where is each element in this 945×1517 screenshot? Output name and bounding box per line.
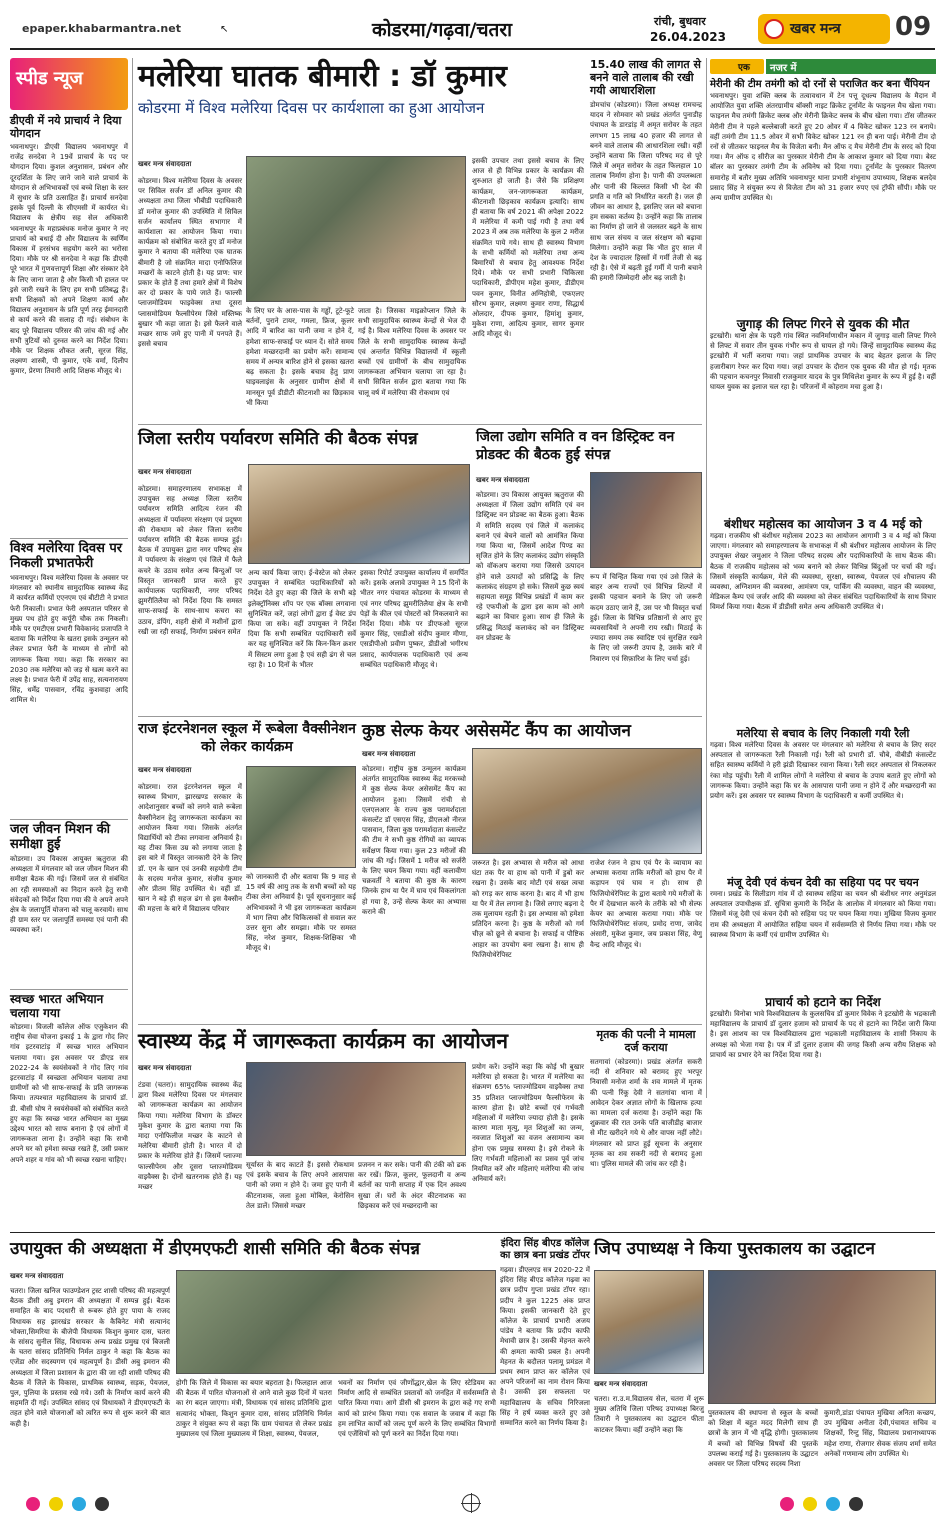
story-column: कोडरमा। समाहरणालय सभाकक्ष में उपायुक्त सह अध्यक्ष जिला स्तरीय पर्यावरण समिति आदित्य रंजन की अध्यक्षता में पर्यावरण संरक्षण एवं प्रदूषण की रोकथाम को लेकर जिला स्तरीय पर्यावरण समिति की बैठक सम्पन्न हुई। बैठक में उपायुक्त द्वारा नगर परिषद क्षेत्र में पर्यावरण के संरक्षण एवं जिले में फैले कचरे के उठाव समेत अन्य बिन्दुओं पर विस्तृत जानकारी प्राप्त करते हुए कार्यपालक पदाधिकारी, नगर परिषद झुमरीतिलैया को निर्देश दिया कि समस्त साफ-सफाई के साथ-साथ कचरा का उठाव, डंपिंग, शहरी क्षेत्रों में मशीनों द्वारा रखी जा रही सफाई, निर्माण प्रबंधन समेत — [138, 485, 242, 636]
health-story — [138, 1028, 584, 1228]
speed-news-item — [10, 822, 128, 987]
cursor-icon: ↖ — [220, 24, 229, 35]
speed-news-headline: डीएवी में नये प्राचार्य ने दिया योगदान — [10, 114, 122, 140]
city-day: रांची, बुधवार — [654, 15, 706, 28]
color-dot-icon — [803, 1497, 817, 1511]
story-photo — [246, 156, 466, 302]
story-column: गढ़वा। डीएलएड सत्र 2020-22 में इंदिरा सिंह बीएड कॉलेज गढ़वा का छात्र प्रदीप गुप्ता प्रखंड टॉपर रहा। प्रदीप ने कुल 1225 अंक प्राप्त किया। इसकी जानकारी देते हुए कॉलेज के प्राचार्य प्रभारी अजय पांडेय ने बताया कि प्रदीप काफी मेधावी छात्र है। उसकी मेहनत करने की क्षमता काफी प्रबल है। अपनी मेहनत के बदौलत पलामू प्रमंडल में प्रथम स्थान प्राप्त कर कॉलेज एवं अपने परिजनों का नाम रोशन किया है। उसकी इस सफलता पर महाविद्यालय के सचिव निरिजला सिंह ने हर्ष व्यक्त करते हुए उसे सम्मानित करने का निर्णय किया है। — [500, 1266, 590, 1428]
story-column: इसका रिपोर्ट उपायुक्त कार्यालय में समर्पित करें। इसके अलावे उपायुक्त ने 15 दिनों के भीतर नगर पंचायत कोडरमा के माध्यम से एवं नगर परिषद झुमरीतिलैया क्षेत्र के सभी पेड़ों के कील एवं पोस्टरों को निकलवाने का निर्देश दिया। मौके पर डीएफओ सूरज कुमार सिंह, एसडीओ संदीप कुमार मीणा, एसडीपीओ प्रवीण पुष्कर, डीडीओ भगीरथ प्रसाद, कार्यपालक पदाधिकारी एवं अन्य सम्बंधित पदाधिकारी मौजूद थे। — [360, 569, 468, 669]
byline: खबर मन्त्र संवाददाता — [594, 1380, 648, 1388]
brand-circle-icon — [764, 19, 784, 39]
nazar-header — [710, 58, 936, 76]
nazar-item — [710, 876, 936, 993]
story-photo — [594, 1270, 704, 1374]
masthead — [0, 0, 945, 52]
speed-news-body: भवनाथपुर। विश्व मलेरिया दिवस के अवसर पर मंगलवार को स्थानीय सामुदायिक स्वास्थ्य केंद्र में कार्यरत कर्मियों एएनएम एवं बीटीटी ने प्रभात फेरी निकाली। प्रभात फेरी अस्पताल परिसर से मुख्य पथ होते हुए कर्पूरी चौक तक निकली। मौके पर एमटीएस प्रभारी विवेकानंद प्रजापति ने बताया कि मलेरिया के खतरा इसके उन्मूलन को लेकर प्रभात फेरी के माध्यम से लोगों को जागरूक किया गया। कहा कि सरकार का 2030 तक मलेरिया को जड़ से खत्म करने का लक्ष्य है। प्रभात फेरी में उपेंद्र साह, सत्यनारायण सिंह, धर्मेंद्र पासवान, रविंद्र कुशवाहा आदि शामिल थे। — [10, 574, 129, 705]
color-dot-icon — [26, 1497, 40, 1511]
nazar-body: गढ़वा। राजकीय श्री बंशीधर महोत्सव 2023 का आयोजन आगामी 3 व 4 मई को किया जाएगा। मंगलवार को समाहरणालय के सभाकक्ष में श्री बंशीधर महोत्सव आयोजन के लिए उपायुक्त शेखर जमुआर ने जिला परिषद सदस्य और पदाधिकारियों के साथ बैठक की। बैठक में राजकीय महोत्सव को भव्य बनाने को लेकर विभिन्न बिंदुओं पर चर्चा की गई। जिसमें संस्कृति कार्यक्रम, मेले की व्यवस्था, सुरक्षा, स्वास्थ्य, पेयजल एवं शौचालय की व्यवस्था, अग्निशमन की व्यवस्था, आमंत्रण पत्र, पार्किंग की व्यवस्था, वाहन की व्यवस्था, मेडिकल कैम्प एवं जर्जर आदि की व्यवस्था को लेकर संबंधित पदाधिकारियों के साथ विचार विमर्श किया गया। बैठक में डीडीसी समेत अन्य अधिकारी उपस्थित थे। — [710, 532, 936, 612]
nazar-headline: मंजू देवी एवं कंचन देवी का सहिया पद पर चयन — [727, 876, 919, 889]
byline: खबर मन्त्र संवाददाता — [10, 1272, 64, 1280]
byline: खबर मन्त्र संवाददाता — [138, 160, 192, 168]
color-dot-icon — [780, 1497, 794, 1511]
story-column: के लिए घर के आस-पास के गड्ढों, टूटे-फूटे बर्तनों, पुराने टायर, गमला, फ्रिज, कूलर आदि में बारिश का पानी जमा न होने दें, हमेशा साफ-सफाई पर ध्यान दें। सोते समय हमेशा मच्छरदानी का प्रयोग करें। सामान्य समय में अन्यत्र बारिश होने से इसका खतरा बढ़ सकता है। इसके बचाव हेतु प्राण घाइवलाइंस के अनुसार ग्रामीण क्षेत्रों में मानसून पूर्व डीडीटी कीटनाशी का छिड़काव भी किया — [246, 307, 354, 407]
nazar-column — [710, 58, 936, 1098]
speed-news-headline: स्वच्छ भारत अभियान चलाया गया — [10, 992, 104, 1020]
story-photo — [246, 1062, 466, 1156]
story-column: को जानकारी दी और बताया कि 9 माह से 15 वर्ष की आयु तक के सभी बच्चों को यह टीका लेना अनिवार्य है। पूर्व सूचनानुसार कई अभिभावकों ने भी इस जागरूकता कार्यक्रम में भाग लिया और चिकित्सकों से सवाल कर उत्तर सुना और समझा। मौके पर समस्त सिंह, नरेश कुमार, शिक्षक-शिक्षिका भी मौजूद थे। — [246, 873, 356, 953]
speed-news-logo — [10, 58, 128, 110]
speed-news-body: कोडरमा। विजली कॉलेज ऑफ एजुकेशन की राष्ट्रीय सेवा योजना इकाई 1 के द्वारा गोद लिए गांव इटरवाटांड़ में स्वच्छ भारत अभियान चलाया गया। इस अवसर पर डीएड सत्र 2022-24 के स्वयंसेवकों ने गोद लिए गांव इटरवाटांड़ में स्वच्छता अभियान चलाया तथा ग्रामीणों को भी साफ-सफाई के प्रति जागरूक किया। तत्पश्चात महाविद्यालय के प्राचार्य डॉ. डी. बीसी घोष ने स्वयंसेवकों को संबोधित करते हुए कहा कि स्वच्छ भारत अभियान का मुख्य उद्देश्य भारत को साफ बनाना है एवं लोगों में जागरूकता लाना है। उन्होंने कहा कि सभी अपने घर को हमेशा स्वच्छ रखते हैं, उसी प्रकार अपने शहर व गांव को भी स्वच्छ रखना चाहिए। — [10, 1023, 128, 1164]
nazar-headline: मेरीनी की टीम तमंगी को दो रनों से पराजित कर बना चैंपियन — [710, 79, 930, 90]
story-photo — [590, 472, 702, 568]
story-column: टंडवा (चतरा)। सामुदायिक स्वास्थ्य केंद्र द्वारा विश्व मलेरिया दिवस पर मंगलवार को जागरूकता कार्यक्रम का आयोजन किया गया। मलेरिया विभाग के डॉक्टर मुकेश कुमार के द्वारा बताया गया कि मादा एनोफिलीज मच्छर के काटने से मलेरिया बीमारी होती है। भारत में दो प्रकार के मलेरिया होते हैं। जिसमें प्लाज्मा फाल्सीपेरम और दूसरा प्लाज्मोडियम वाइवैक्स है। दोनों खतरनाक होते हैं। यह मच्छर — [138, 1081, 242, 1192]
footer-color-marks-left — [26, 1496, 176, 1512]
nazar-headline: प्राचार्य को हटाने का निर्देश — [765, 995, 881, 1009]
husband-story — [590, 1028, 702, 1228]
color-dot-icon — [95, 1497, 109, 1511]
story-headline: कुष्ठ सेल्फ केयर असेसमेंट कैंप का आयोजन — [362, 721, 631, 741]
story-column: भवनों का निर्माण एवं जीर्णोद्धार,खेल के लिए स्टेडियम का निर्माण आदि से सम्बंधित प्रस्तावों को जनहित में सर्वसम्मति से पारित किया गया। आगे डीसी श्री इमरान के द्वारा कहे गए सभी कार्य को प्रारंभ किया गया। एक सवाल के जवाब में कहा कि हम लाभित कार्यों को जल्द पूर्ण करने के लिए सम्बंधित विभागों एवं एजेंसियों को पूर्ण करने का निर्देश दिया गया। — [338, 1379, 496, 1439]
nazar-item — [710, 727, 936, 874]
speed-news-logo-text: स्पीड न्यूज — [16, 68, 83, 89]
story-column: प्रयोग करें। उन्होंने कहा कि कोई भी बुखार मलेरिया हो सकता है। भारत में मलेरिया का संक्रमण 65% प्लाज्मोडियम वाइवैक्स तथा 35 प्रतिशत प्लाज्मोडियम फैल्सीफेरम के कारण होता है। छोटे बच्चों एवं गर्भवती महिलाओं में मलेरिया ज्यादा होती है। इसके कारण माता मृत्यु, मृत शिशुओं का जन्म, नवजात शिशुओं का वजन असामान्य कम होना एक प्रमुख समस्या है। इसे रोकने के लिए गर्भवती महिलाओं का प्रसव पूर्व जांच नियमित करें और महिलाएं मलेरिया की जांच अनिवार्य करें। — [472, 1063, 584, 1184]
speed-news-item — [10, 541, 128, 817]
main-story — [138, 58, 584, 420]
story-headline: 15.40 लाख की लागत से बनने वाले तालाब की रखी गयी आधारशिला — [590, 58, 701, 97]
story-photo — [708, 1270, 936, 1404]
lake-story — [590, 58, 702, 430]
brand-logo — [758, 14, 890, 44]
page-number: 09 — [895, 12, 932, 42]
speed-news-body: भवनाथपुर। डीएवी विद्यालय भवनाथपुर में राजेंद्र सनदेवा ने 19वें प्राचार्य के पद पर योगदान दिया। कुशल अनुशासन, प्रबंधन और दूरदर्शिता के लिए जाने जाने वाले प्राचार्य के योगदान से अभिभावकों एवं बच्चे शिक्षा के स्तर में सुधार के प्रति उत्साहित हैं। प्राचार्य सनदेवा इसके पूर्व दिल्ली के सीएमसी में कार्यरत थे। विद्यालय के क्षेत्रीय सह सेल अधिकारी भवनाथपुर के महाप्रबंधक मनोज कुमार ने नए प्राचार्य को बधाई दी और विद्यालय के स्वर्णिम विकास में हरसंभव सहयोग करने का भरोसा दिया। मौके पर श्री सनदेवा ने कहा कि डीएवी पूरे भारत में गुणवत्तापूर्ण शिक्षा और संस्कार देने के लिए जाना जाता है और किसी भी हालत पर इसे जारी रखने के लिए हम सभी प्रतिबद्ध हैं। सभी शिक्षकों को अपने शिक्षण कार्य और विद्यालय अनुशासन के प्रति पूर्ण तरह ईमानदारी से कार्य करने की सलाह दी गई। संबोधन के बाद पूरे विद्यालय परिसर की जांच की गई और सभी त्रुटियों को दुरुस्त करने का निर्देश दिया। मौके पर शिक्षक शौकत अली, सूरज सिंह, लक्ष्मण शास्त्री, पी कुमार, एके वर्मा, दिलीप कुमार, प्रेरणा तिवारी आदि शिक्षक मौजूद थे। — [10, 143, 128, 376]
dmft-story — [10, 1238, 496, 1486]
story-column: होगी कि जिले में विकास का बयार बहराता है। फिलहाल आज की बैठक में पारित योजनाओं से आने वाले कुछ दिनों में चतरा का रंग बदल जाएगा। मंत्री, विधायक एवं सांसद प्रतिनिधि द्वारा सत्यानंद भोक्ता, किशुन कुमार दास, सांसद प्रतिनिधि निर्मल ठाकुर ने संयुक्त रूप से कहा कि ग्राम पंचायत से लेकर प्रखंड मुख्यालय एवं जिला मुख्यालय में शिक्षा, स्वास्थ्य, पेयजल, — [176, 1379, 332, 1439]
story-headline: जिला स्तरीय पर्यावरण समिति की बैठक संपन्न — [138, 429, 418, 449]
story-column: कोडरमा। विश्व मलेरिया दिवस के अवसर पर सिविल सर्जन डॉ अनिल कुमार की अध्यक्षता तथा जिला भीबीडी पदाधिकारी डॉ मनोज कुमार की उपस्थिति में सिविल सर्जन कार्यालय स्थित सभागार में कार्यशाला का आयोजन किया गया। कार्यक्रम को संबोधित करते हुए डॉ मनोज कुमार ने बताया की मलेरिया एक घातक बीमारी है जो संक्रमित मादा एनोफिलिज मच्छरों के काटने होती है। यह प्राण: चार प्रकार के होते हैं तथा हमारे क्षेत्रों में विशेष कर दो प्रकार के पाये जाते हैं। फाल्सी प्लाजमोडियम फाइवेक्स तथा दूसरा प्लासमोडियम फैल्सीपेरम जिसे मस्तिष्क बुखार भी कहा जाता है। इसे फैलने वाले मच्छर साफ जमे हुए पानी में पनपते हैं। इससे बचाव — [138, 177, 242, 349]
nazar-headline: जुगाड़ की लिफ्ट गिरने से युवक की मौत — [736, 317, 910, 331]
industry-story — [476, 428, 702, 714]
byline: खबर मन्त्र संवाददाता — [138, 468, 192, 476]
story-photo — [176, 1270, 496, 1374]
divider — [10, 1232, 935, 1233]
color-dot-icon — [72, 1497, 86, 1511]
speed-news-headline: विश्व मलेरिया दिवस पर निकली प्रभातफेरी — [10, 541, 123, 571]
masthead-rule — [10, 48, 935, 50]
byline: खबर मन्त्र संवाददाता — [362, 750, 416, 758]
column-divider — [706, 58, 707, 1098]
story-headline: स्वास्थ्य केंद्र में जागरूकता कार्यक्रम का आयोजन — [138, 1029, 509, 1053]
divider — [138, 424, 702, 425]
story-photo — [246, 766, 356, 868]
byline: खबर मन्त्र संवाददाता — [138, 766, 192, 774]
rubella-story — [138, 720, 356, 1020]
main-headline: मलेरिया घातक बीमारी : डॉ कुमार — [138, 59, 507, 94]
color-dot-icon — [849, 1497, 863, 1511]
nazar-item — [710, 995, 936, 1089]
story-column: सतगावां (कोडरमा)। प्रखंड अंतर्गत सकरी नदी से शनिवार को बरामद हुए भरपूर निवासी मनोज शर्मा के शव मामले में मृतक की पत्नी रिंकू देवी ने सतगांवा थाना में आवेदन देकर अज्ञात लोगों के खिलाफ हत्या का मामला दर्ज कराया है। उन्होंने कहा कि शुक्रवार की रात उनके पति बाजीडीह बाजार से मीट खरीदने गये थे और वापस नहीं लौटे। मंगलवार को प्राप्त हुई सूचना के अनुसार मृतक का शव सकरी नदी से बरामद हुआ था। पुलिस मामले की जांच कर रही है। — [590, 1058, 702, 1169]
story-column: चतरा। जिला खनिज फाउण्डेशन ट्रस्ट शासी परिषद की महत्वपूर्ण बैठक डीसी अबु इमरान की अध्यक्षता में सम्पन्न हुई। बैठक समाहित के बाद पदधारी से रूबरू होते हुए पाया के राजद विधायक सह झारखंड सरकार के कैबिनेट मंत्री सत्यानंद भोक्ता,सिमरिया के बीजेपी विधायक किशुन कुमार दास, चतरा के सांसद सुनील सिंह, विधायक अन्य प्रखंड प्रमुख एवं बिजली के चतरा सांसद प्रतिनिधि निर्मल ठाकुर ने कहा कि बैठक का एजेंडा और सदस्यगण एवं महत्वपूर्ण है। डीसी अबु इमरान की अध्यक्षता में जिला प्रशासन के द्वारा की जा रही शासी परिषद की बैठक में जिले के विकास, प्राथमिक स्वास्थ्य, सड़क, पेयजल, पुल, पुलिया के प्रस्ताव रखे गये। उसी के निर्माण कार्य करने की सहमति दी गई। उपस्थित सांसद एवं विधायकों ने डीएमएफटी के तहत होने वाले योजनाओं को त्वरित रूप से शुरू करने की बात कही है। — [10, 1287, 170, 1428]
column-divider — [132, 58, 133, 1098]
byline: खबर मन्त्र संवाददाता — [138, 1064, 192, 1072]
speed-news-column — [10, 58, 129, 1164]
nazar-body: इटखोरी। विनोबा भावे विश्वविद्यालय के कुलसचिव डॉ कुमार विवेक ने इटखोरी के भद्रकाली महाविद्यालय के प्राचार्य डॉ दुलार हजाम को प्राचार्य के पद से हटाने का निर्देश जारी किया है। इस आशय का पत्र विश्वविद्यालय द्वारा भद्रकाली महाविद्यालय के शासी निकाय के अध्यक्ष को भेजा गया है। पत्र में डॉ दुलार हजाम की जगह किसी अन्य वरीय शिक्षक को प्राचार्य का प्रभार देने का निर्देश दिया गया है। — [710, 1010, 936, 1059]
library-story — [594, 1238, 936, 1486]
main-subheadline: कोडरमा में विश्व मलेरिया दिवस पर कार्यशाला का हुआ आयोजन — [138, 99, 485, 117]
story-photo — [248, 464, 470, 564]
footer-color-marks-right — [780, 1496, 930, 1512]
story-column: सूर्यास्त के बाद काटते हैं। इससे रोकथाम एवं इसके बचाव के लिए अपने आसपास पानी को जमा न होने दें। जमा हुए पानी में कीटनाशक, जला हुआ मोबिल, केरोसिन तेल डालें। जिससे मच्छर — [246, 1161, 354, 1210]
story-headline: इंदिरा सिंह बीएड कॉलेज का छात्र बना प्रखंड टॉपर — [500, 1238, 590, 1261]
story-photo — [472, 748, 702, 854]
indira-story — [500, 1238, 590, 1486]
story-column: कोडरमा। उप विकास आयुक्त ऋतुराज की अध्यक्षता में जिला उद्योग समिति एवं वन डिस्ट्रिक्ट वन प्रोडक्ट का बैठक हुआ। बैठक में समिति सदस्य एवं जिले में कलाकंद बनाने एवं बेचने वालों को आमंत्रित किया गया किया था, जिसमें आदेश पिण्ड का सृजित होने के लिए कलाकंद उद्योग संस्कृति को वॉकअप कराया गया जिससे उत्पादन होने वाले उत्पादों को प्रसिद्धि के लिए कलाकंद संग्रहण हो सके। जिसमें कुछ स्वयं सहायता समूह विभिन्न प्रखंडों में काम कर रहे एफपीओ के द्वारा इस काम को आगे बढ़ाने का विचार हुआ। साथ ही जिले के प्रसिद्ध मिठाई कलाकंद को वन डिस्ट्रिक्ट वन प्रोडक्ट के — [476, 491, 584, 642]
color-dot-icon — [49, 1497, 63, 1511]
divider — [10, 989, 128, 990]
section-title: कोडरमा/गढ़वा/चतरा — [372, 19, 513, 41]
nazar-item — [710, 517, 936, 725]
story-column: राजेश रंजन ने हाथ एवं पैर के व्यायाम का अभ्यास कराया ताकि मरीजों को हाथ पैर में कड़ापन एवं घाव न हो। साथ ही फिजियोथेरेपिस्ट के द्वारा बताये गये मरीजों के पैर में देखभाल करने के तरीके को भी सेल्फ केयर का अभ्यास कराया गया। मौके पर फिजियोथेरेपिस्ट संजय, प्रमोद राणा, जावेद अंसारी, मुकेश कुमार, जय प्रकाश सिंह, वेणु वैन्द्र आदि मौजूद थे। — [590, 859, 702, 949]
nazar-body: रमना। प्रखंड के सिलीडाग गांव में दो स्वास्थ्य सहिया का चयन श्री बंशीधर नगर अनुमंडल अस्पताल उपाधीक्षक डॉ. सुचित्रा कुमारी के निर्देश के आलोक में मंगलवार को किया गया। जिसमें मंजू देवी एवं कंचन देवी को सहिया पद पर चयन किया गया। मुखिया विजय कुमार राम की अध्यक्षता में आयोजित सहिया चयन में सर्वसम्मति से निर्णय लिया गया। मौके पर स्वास्थ्य विभाग के कर्मी एवं ग्रामीण उपस्थित थे। — [710, 890, 936, 939]
nazar-body: गढ़वा। विश्व मलेरिया दिवस के अवसर पर मंगलवार को मलेरिया से बचाव के लिए सदर अस्पताल से जागरूकता रैली निकाली गई। रैली को प्रभारी डॉ. चौबे, वीबीडी कंसल्टेंट सहित स्वास्थ्य कर्मियों ने हरी झंडी दिखाकर रवाना किया। रैली सदर अस्पताल से निकलकर रंका मोड़ पहुंची। रैली में शामिल लोगों ने मलेरिया से बचाव के उपाय बताते हुए लोगों को जागरूक किया। उन्होंने कहा कि घर के आसपास पानी जमा न होने दें और मच्छरदानी का प्रयोग करें। इस अवसर पर स्वास्थ्य विभाग के पदाधिकारी व कर्मी उपस्थित थे। — [710, 741, 936, 801]
story-column: कोडरमा। राष्ट्रीय कुष्ठ उन्मूलन कार्यक्रम अंतर्गत सामुदायिक स्वास्थ्य केंद्र मरकच्चो में कुष्ठ सेल्फ केयर असेसमेंट कैंप का आयोजन हुआ। जिसमें रांची से एलएलआर के राज्य कुष्ठ परामर्शदाता कंसल्टेंट डॉ एसएस सिंह, डीएलओ नीरज पासवान, जिला कुष्ठ परामर्शदाता कंसल्टेंट की टीम ने सभी कुष्ठ रोगियों का व्यापक सर्वेक्षण किया गया। कुल 23 मरीजों की जांच की गई। जिसमें 1 मरीज को सर्जरी के लिए चयन किया गया। वहीं कलावीण चक्रवर्ती ने बताया की कुष्ठ के कारण जिनके हाथ या पैर में घाव एवं विकलांगता हो गया है, उन्हें सेल्फ केयर का अभ्यास कराने की — [362, 765, 466, 916]
byline: खबर मन्त्र संवाददाता — [476, 476, 530, 484]
nazar-headline: बंशीधर महोत्सव का आयोजन 3 व 4 मई को — [724, 517, 922, 531]
story-column: पुस्तकालय की स्थापना से स्कूल के बच्चों को शिक्षा में बहुत मदद मिलेगी साथ ही छात्रों के ज्ञान में भी वृद्धि होगी। पुस्तकालय में बच्चों को विभिन्न विषयों की पुस्तकें उपलब्ध कराई गई है। पुस्तकालय के उद्घाटन अवसर पर जिला परिषद सदस्य निशा — [708, 1409, 818, 1469]
divider — [138, 716, 702, 717]
speed-news-item — [10, 992, 128, 1252]
story-column: डोमचांच (कोडरमा)। जिला अध्यक्ष रामचन्द्र यादव ने सोमवार को प्रखंड अंतर्गत पुनाडीह पंचायत के डारडांड़ में अमृत सरोवर के तहत लगभग 15 लाख 40 हजार की लागत से बनने वाले तालाब की आधारशिला रखी। वहीं उन्होंने बताया कि जिला परिषद मद से पूरे जिले में अमृत सरोवर के तहत फिलहाल 10 तालाब निर्माण होना है। पानी की उपलब्धता और पानी की किल्लत किसी भी देश की प्रगति व गति को निर्धारित करती है। जल ही जीवन का आधार है, इसलिए जल को बचाना हम सबका कर्तव्य है। उन्होंने कहा कि तालाब का निर्माण हो जाने से जलस्तर बढ़ने के साथ साथ जल संचय व जल संरक्षण को बढ़ावा मिलेगा। उन्होंने कहा कि भीत हुए साल में देश के ज्यादातर हिस्सों में गर्मी तेजी से बढ़ रही है। ऐसे में बढ़ती हुई गर्मी में पानी बचाने की हमारी जिम्मेदारी और बढ़ जाती है। — [590, 101, 702, 283]
divider — [10, 819, 128, 820]
speed-news-item — [10, 114, 128, 536]
nazar-item — [710, 79, 936, 315]
color-dot-icon — [826, 1497, 840, 1511]
story-column: अन्य कार्य किया जाए। ई-वेस्टेज को लेकर उपायुक्त ने सम्बंधित पदाधिकारियों को निर्देश देते हुए कहा की जिले के सभी बड़े इलेक्ट्रॉनिक्स शॉप पर एक बॉक्स लगवाना सुनिश्चित करें, जहां लोगों द्वारा ई वेस्ट डंप किया जा सके। वहीं उपायुक्त ने निर्देश दिया कि सभी सम्बंधित पदाधिकारी सर्वे कर यह सुनिश्चित करें कि किन-किन क्रशर में सिस्टम लगा हुआ है एवं सही ढंग से चल रहा है। 10 दिनों के भीतर — [248, 569, 356, 669]
story-column: रूप में चिन्हित किया गया एवं उसे जिले के बाहर अन्य राज्यों एवं विभिन्न शिल्पों में इसकी पहचान बनाने के लिए जो जरूरी कदम उठाए जाने हैं, उस पर भी विस्तृत चर्चा हुई। जिला के विभिन्न प्रतिष्ठानों से आए हुए व्यवसायियों ने अपनी राय रखी। मिठाई के ज्यादा समय तक स्वादिष्ट एवं सुरक्षित रखने के लिए जो जरूरी उपाय है, उसके बारे में निवारण एवं सिफ़ारिश के लिए चर्चा हुई। — [590, 573, 702, 663]
story-column: जरूरत है। इस अभ्यास से मरीज को आधा घंटा तक पैर या हाथ को पानी में डुबो कर रखना है। उसके बाद मोटी एवं सख्त त्वचा को रगड़ कर साफ करना है। बाद में भी हाथ या पैर में तेल लगाना है। जिसे लगाए बढ़ना दे तक मुलायम रहती है। इस अभ्यास को हमेशा प्रतिदिन करना है। कुष्ठ के मरीजों को गर्म चीज़ को छूने से बचाना है। सफाई व पौष्टिक आहार का उपयोग बना रखना है। साथ ही फिजियोथेरेपिस्ट — [472, 859, 584, 959]
nazar-tab-label: नजर में — [770, 63, 797, 74]
nazar-body: भवनाथपुर। युवा शक्ति क्लब के तत्वावधान में टेन पत्तू दूधल्य विद्यालय के मैदान में आयोजित युवा शक्ति अंतरग्रामीय बॉक्सी नाइट क्रिकेट टूर्नामेंट के फाइनल मैच खेला गया। फाइनल मैच तमंगी क्रिकेट क्लब और मेरीनी क्रिकेट क्लब के बीच खेला गया। टॉस जीतकर मेरीनी टीम ने पहले बल्लेबाजी करते हुए 20 ओवर में 4 विकेट खोकर 123 रन बनाये। वहीं तमंगी टीम 11.5 ओवर में सभी विकेट खोकर 121 रन ही बना पाई। मेरीनी टीम दो रनों से जीतकर फाइनल मैच के विजेता बनी। मैन ऑफ द मैच मेरीनी टीम के सरद को दिया गया। मैन ऑफ द सीरीज का पुरस्कार मेरीनी टीम के आकाश कुमार को दिया गया। बेस्ट बॉलर का पुरस्कार तमंगी टीम के अविनेष को दिया गया। टूर्नामेंट के पुरस्कार वितरण समारोह में बतौर मुख्य अतिथि भवनाथपुर थाना प्रभारी शंभूनाथ उपाध्याय, शिक्षक बलदेव प्रसाद सिंह ने संयुक्त रूप से विजेता टीम को 31 हजार रुपए एवं ट्रॉफी सौंपी। मौके पर अन्य ग्रामीण उपस्थित थे। — [710, 92, 936, 203]
story-column: जाता है। जिसका माइक्रोप्लान जिले के सभी सामुदायिक स्वास्थ्य केन्द्रों से भेज दी गई है। विश्व मलेरिया दिवस के अवसर पर जिले के सभी सामुदायिक स्वास्थ्य केन्द्रों एवं अन्तर्गत विभिन्न विद्यालयों में स्कूली बच्चों एवं ग्रामीणों के बीच सामुदायिक जागरूकता अभियान चलाया जा रहा है। सभी सिविल सर्जन द्वारा बताया गया कि चालू वर्ष में मलेरिया की रोकथाम एवं — [358, 307, 466, 397]
brand-name: खबर मन्त्र — [790, 21, 841, 37]
speed-news-headline: जल जीवन मिशन की समीक्षा हुई — [10, 822, 111, 852]
story-column: इसकी उपचार तथा इससे बचाव के लिए आज से ही विभिन्न प्रकार के कार्यक्रम की शुरुआत हो जाती है। जैसे कि प्रशिक्षण कार्यक्रम, जन-जागरूकता कार्यक्रम, कीटनाशी छिड़काव कार्यक्रम इत्यादि। साथ ही बताया कि वर्ष 2021 की अपेक्षा 2022 में मलेरिया में कमी पाई गयी है तथा वर्ष 2023 में अब तक मलेरिया के कुल 2 मरीज संक्रमित पाये गये। साथ ही स्वास्थ्य विभाग के सभी कर्मियों को मलेरिया तथा अन्य बिमारियों से बचाव हेतु आवश्यक निर्देश दिये। मौके पर सभी प्रभारी चिकित्सा पदाधिकारी, डीपीएम महेश कुमार, डीडीएम पवन कुमार, विनीत अग्निहोत्री, एफएलए सौरभ कुमार, लक्ष्मण कुमार राणा, सिद्धार्थ ओलदार, दीपक कुमार, हिमांशु कुमार, मुकेश राणा, आदित्य कुमार, सागर कुमार आदि मौजूद थे। — [472, 157, 585, 339]
divider — [138, 1024, 702, 1025]
registration-mark-icon — [462, 1494, 480, 1512]
story-column: प्रजनन न कर सके। पानी की टंकी को ढक कर रखें। फ्रिज, कूलर, फूलदानी व अन्य बर्तनों का पानी सप्ताह में एक दिन अवश्य सुखा लें। घरों के अंदर कीटनाशक का छिड़काव करें एवं मच्छरदानी का — [358, 1161, 466, 1210]
nazar-body: इटखोरी। थाना क्षेत्र के पड़री गांव स्थित नवनिर्माणाधीन मकान में जुगाड़ वाली लिफ्ट गिरने से लिफ्ट में सवार तीन युवक गंभीर रूप से घायल हो गये। जिन्हें सामुदायिक स्वास्थ्य केंद्र इटखोरी में भर्ती कराया गया। जहां प्राथमिक उपचार के बाद बेहतर इलाज के लिए हजारीबाग रेफर कर दिया गया। जहां उपचार के दौरान एक युवक की मौत हो गई। मृतक की पहचान कचनपुर निवासी राजकुमार यादव के पुत्र मिथिलेश कुमार के रूप में हुई है। वहीं घायल युवक का इलाज चल रहा है। परिजनों में कोहराम मचा हुआ है। — [710, 332, 936, 392]
story-headline: मृतक की पत्नी ने मामला दर्ज कराया — [596, 1028, 696, 1054]
story-headline: उपायुक्त की अध्यक्षता में डीएमएफटी शासी समिति की बैठक संपन्न — [10, 1239, 420, 1259]
nazar-badge — [710, 59, 764, 74]
divider — [10, 538, 128, 539]
env-story — [138, 428, 470, 714]
nazar-badge-label: एक — [738, 63, 750, 73]
story-column: कुमारी,डांडा पंचायत मुखिया अनिता कच्छप, उप मुखिया अनीता देवी,पंचायत सचिव व शिक्षकों, रिन्टु सिंह, विद्यालय प्रधानाध्यापक महेश राणा, रोजगार सेवक संजय शर्मा समेत अनेकों गणमान्य लोग उपस्थित थे। — [824, 1409, 936, 1458]
nazar-headline: मलेरिया से बचाव के लिए निकाली गयी रैली — [736, 727, 910, 740]
issue-date: 26.04.2023 — [650, 30, 726, 44]
story-headline: जिप उपाध्यक्ष ने किया पुस्तकालय का उद्घाटन — [594, 1239, 875, 1259]
epaper-url[interactable]: epaper.khabarmantra.net — [22, 22, 181, 35]
speed-news-body: कोडरमा। उप विकास आयुक्त ऋतुराज की अध्यक्षता में मंगलवार को जल जीवन मिशन की समीक्षा बैठक की गई। जिसमें जल से संबंधित आ रही समस्याओं का निदान करने हेतु सभी संवेदकों को निर्देश दिया गया की वे अपने अपने क्षेत्र के जलापूर्ति योजना को चालू करवायें। साथ ही ग्राम स्तर पर जलापूर्ति समस्या एवं पानी की व्यवस्था करें। — [10, 855, 128, 935]
story-column: कोडरमा। राज इंटरनेशनल स्कूल में स्वास्थ्य विभाग, झारखण्ड सरकार के आदेशानुसार बच्चों को लगने वाले रूबेला वैक्सीनेशन हेतु जागरूकता कार्यक्रम का आयोजन किया गया। जिसके अंतर्गत विद्यार्थियों को टीका लगवाना अनिवार्य है। यह टीका किस उम्र को लगाया जाता है इस बारे में विस्तृत जानकारी देने के लिए डॉ. एन के खान एवं उनकी सहयोगी टीम के सदस्य मनोज कुमार, संजीव कुमार और प्रीतम सिंह उपस्थित थे। वहीं डॉ. खान ने बड़े ही सहज ढंग से इस वैक्सीन की महत्ता के बारे में विद्यालय परिवार — [138, 783, 242, 914]
nazar-item — [710, 317, 936, 515]
story-headline: जिला उद्योग समिति व वन डिस्ट्रिक्ट वन प्रोडक्ट की बैठक हुई संपन्न — [476, 429, 675, 463]
story-column: चतरा। रा.उ.म.विद्यालय सेल, चतरा में शुरू मुख्य अतिथि जिला परिषद उपाध्यक्ष बिरजु तिवारी ने पुस्तकालय का उद्घाटन फीता काटकर किया। वहीं उन्होंने कहा कि — [594, 1395, 704, 1434]
story-headline: राज इंटरनेशनल स्कूल में रूबेला वैक्सीनेशन को लेकर कार्यक्रम — [138, 721, 356, 755]
leprosy-story — [362, 720, 702, 1020]
